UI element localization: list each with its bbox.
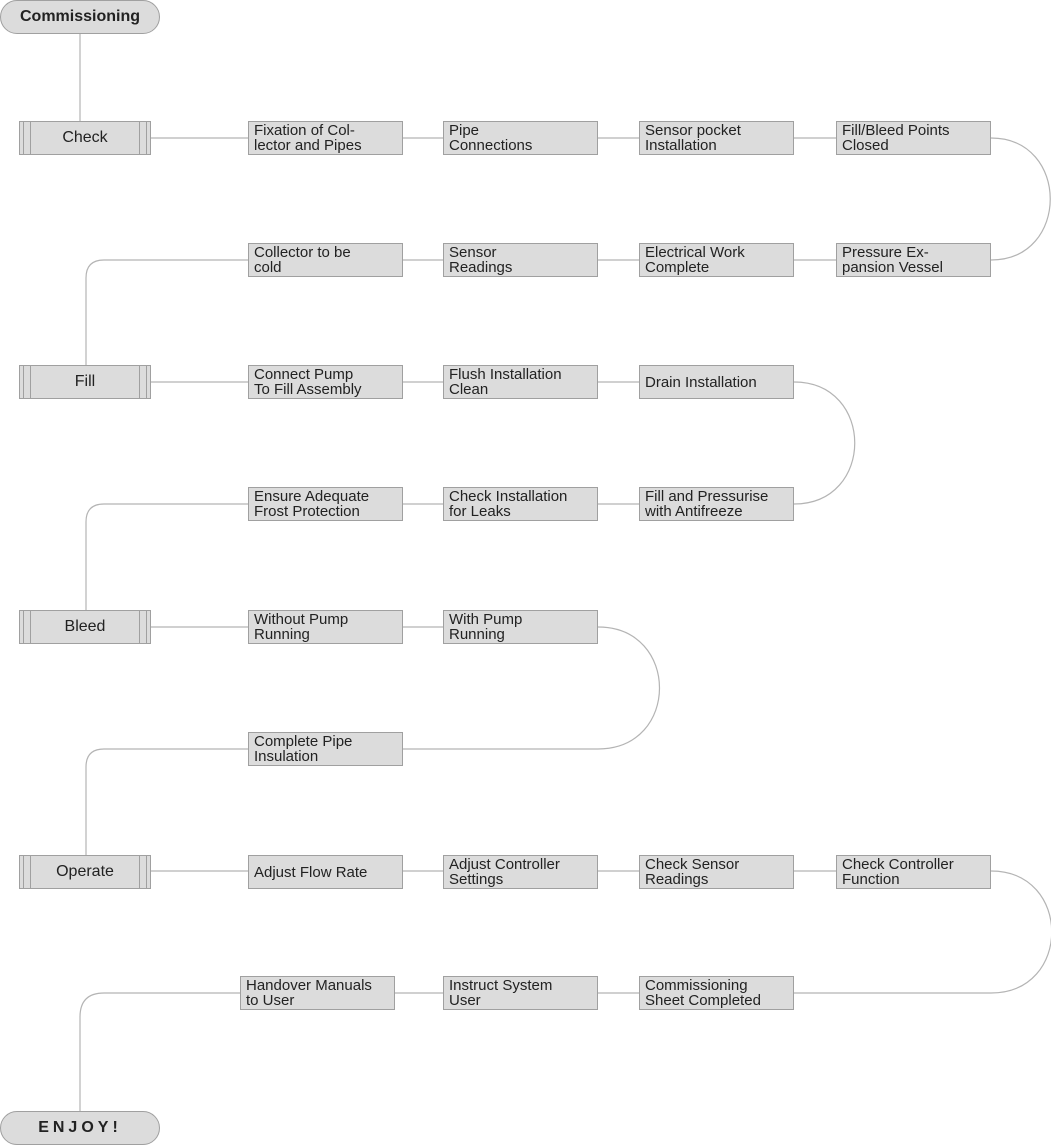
step-electrical-work-complete: Electrical Work Complete	[639, 243, 794, 277]
connector-bleed-operate	[86, 749, 248, 855]
step-fixation-of-collector: Fixation of Col- lector and Pipes	[248, 121, 403, 155]
phase-fill-label: Fill	[74, 373, 96, 390]
connector-check-loop	[991, 138, 1050, 260]
phase-bleed-label: Bleed	[64, 618, 106, 635]
phase-check-label: Check	[62, 129, 108, 146]
step-pipe-connections: Pipe Connections	[443, 121, 598, 155]
step-fill-bleed-points-closed: Fill/Bleed Points Closed	[836, 121, 991, 155]
step-complete-pipe-insulation: Complete Pipe Insulation	[248, 732, 403, 766]
step-check-sensor-readings: Check Sensor Readings	[639, 855, 794, 889]
phase-fill	[19, 365, 151, 399]
step-with-pump-running: With Pump Running	[443, 610, 598, 644]
phase-operate-label: Operate	[56, 863, 114, 880]
end-terminal: ENJOY!	[0, 1111, 160, 1145]
step-pressure-expansion-vessel: Pressure Ex- pansion Vessel	[836, 243, 991, 277]
connector-bleed-loop	[403, 627, 660, 749]
step-adjust-controller-settings: Adjust Controller Settings	[443, 855, 598, 889]
step-without-pump-running: Without Pump Running	[248, 610, 403, 644]
phase-check	[19, 121, 151, 155]
step-adjust-flow-rate: Adjust Flow Rate	[248, 855, 403, 889]
step-check-controller-function: Check Controller Function	[836, 855, 991, 889]
connector-fill-bleed	[86, 504, 248, 610]
step-sensor-pocket-installation: Sensor pocket Installation	[639, 121, 794, 155]
step-instruct-system-user: Instruct System User	[443, 976, 598, 1010]
step-sensor-readings: Sensor Readings	[443, 243, 598, 277]
phase-bleed	[19, 610, 151, 644]
step-connect-pump: Connect Pump To Fill Assembly	[248, 365, 403, 399]
phase-operate	[19, 855, 151, 889]
step-commissioning-sheet-completed: Commissioning Sheet Completed	[639, 976, 794, 1010]
connector-operate-loop	[794, 871, 1051, 993]
step-ensure-frost-protection: Ensure Adequate Frost Protection	[248, 487, 403, 521]
start-terminal: Commissioning	[0, 0, 160, 34]
step-handover-manuals: Handover Manuals to User	[240, 976, 395, 1010]
step-check-installation-leaks: Check Installation for Leaks	[443, 487, 598, 521]
step-fill-and-pressurise: Fill and Pressurise with Antifreeze	[639, 487, 794, 521]
connector-check-fill	[86, 260, 248, 365]
connector-fill-loop	[794, 382, 855, 504]
step-flush-installation: Flush Installation Clean	[443, 365, 598, 399]
step-drain-installation: Drain Installation	[639, 365, 794, 399]
step-collector-to-be-cold: Collector to be cold	[248, 243, 403, 277]
connector-operate-end	[80, 993, 240, 1111]
